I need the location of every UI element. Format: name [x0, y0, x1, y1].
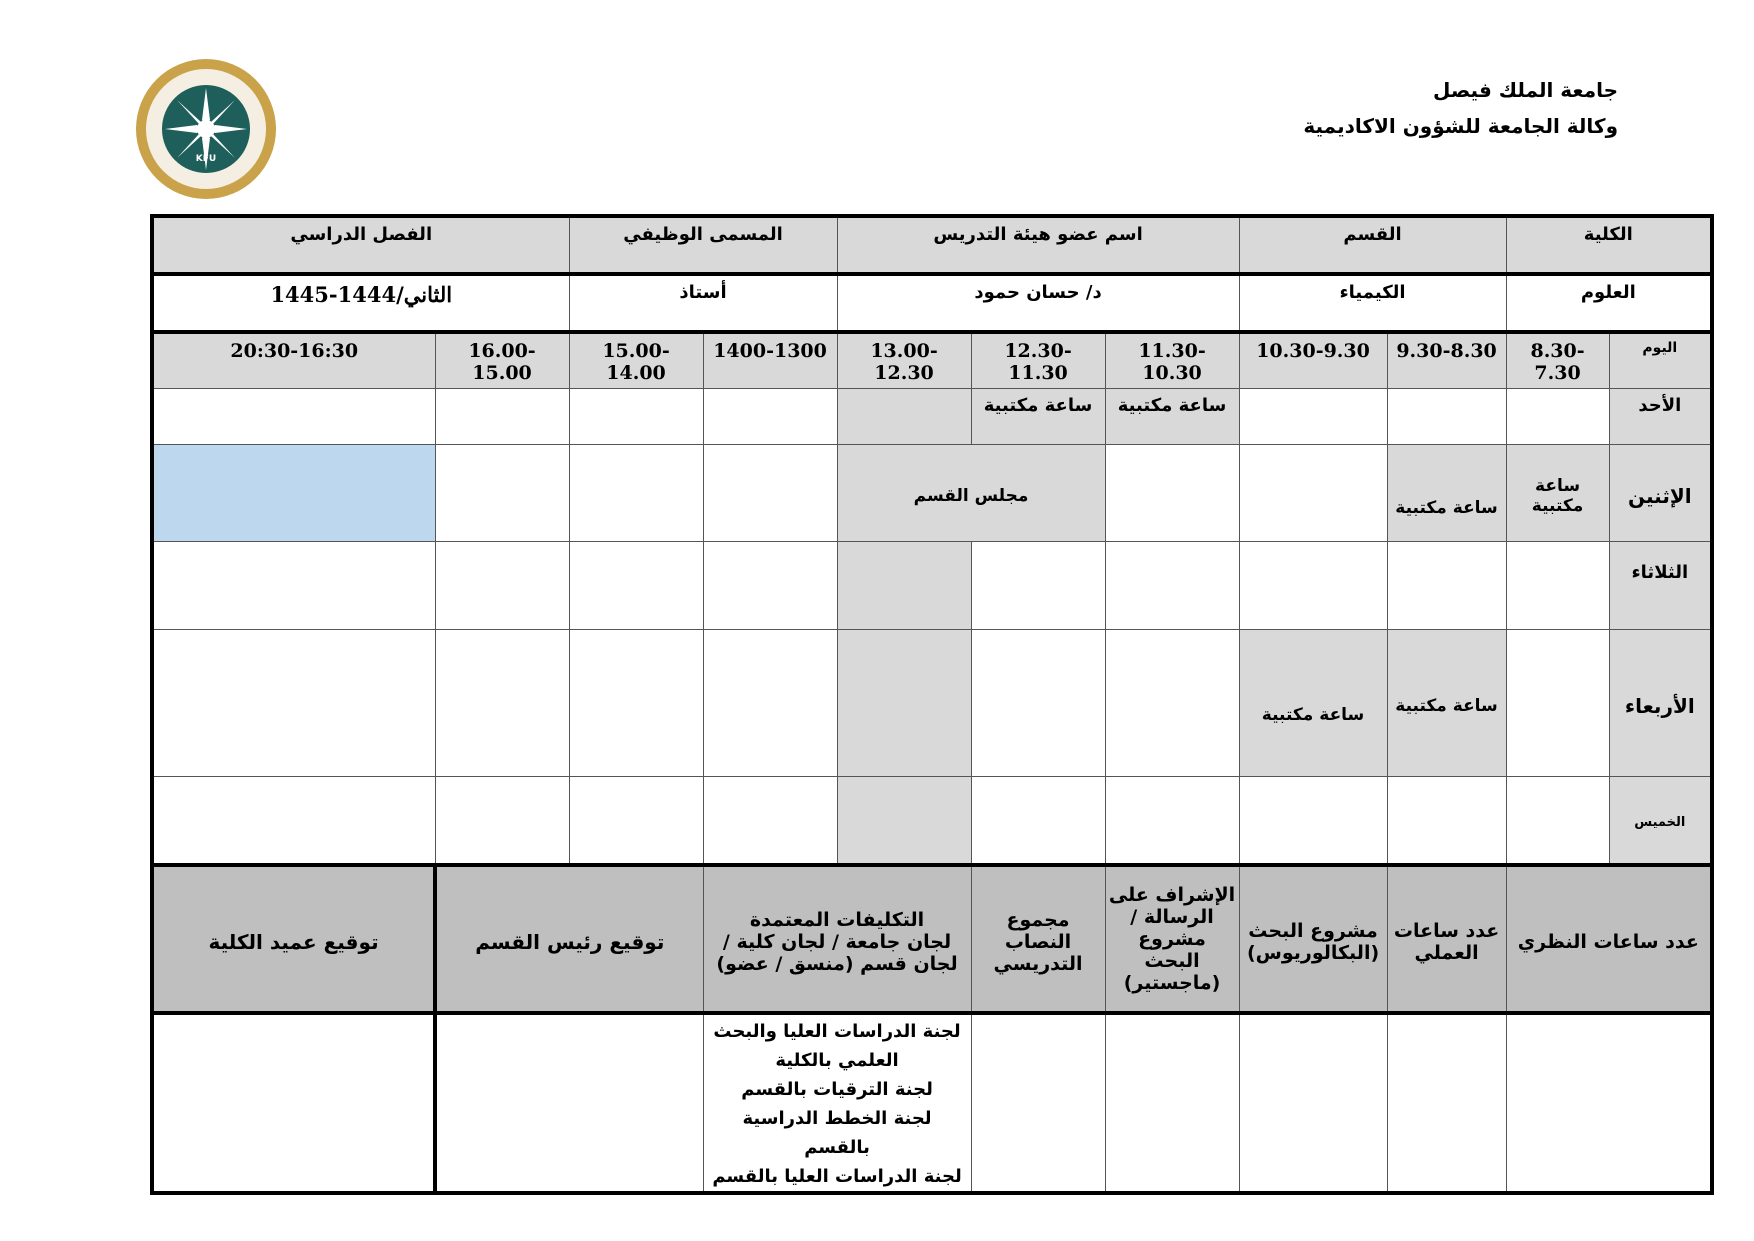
cell-empty [1506, 776, 1609, 865]
cell-empty [435, 444, 569, 541]
cell-empty [703, 776, 837, 865]
day-column-header: اليوم [1609, 332, 1712, 388]
cell-empty [1387, 541, 1506, 629]
time-slot-3: 10.30-9.30 [1239, 332, 1387, 388]
cell-empty [1239, 388, 1387, 444]
cell-break [837, 388, 971, 444]
cell-office-hour: ساعة مكتبية [971, 388, 1105, 444]
cell-highlighted [152, 444, 435, 541]
cell-empty [1387, 776, 1506, 865]
time-slot-5: 12.30-11.30 [971, 332, 1105, 388]
value-teaching-load [971, 1013, 1105, 1193]
header-department: القسم [1239, 216, 1506, 274]
cell-empty [1506, 629, 1609, 776]
cell-empty [152, 541, 435, 629]
day-wednesday: الأربعاء [1609, 629, 1712, 776]
summary-assignments: التكليفات المعتمدة لجان جامعة / لجان كلية / لجان قسم (منسق / عضو) [703, 865, 971, 1013]
summary-lab-hours: عدد ساعات العملي [1387, 865, 1506, 1013]
cell-empty [1506, 388, 1609, 444]
value-committees: لجنة الدراسات العليا والبحث العلمي بالكلية لجنة الترقيات بالقسم لجنة الخطط الدراسية بالقسم لجنة الدراسات العليا بالقسم [703, 1013, 971, 1193]
value-masters-supervision [1105, 1013, 1239, 1193]
cell-office-hour: ساعة مكتبية [1105, 388, 1239, 444]
kfu-abbr: KFU [195, 154, 217, 164]
cell-empty [703, 629, 837, 776]
day-tuesday: الثلاثاء [1609, 541, 1712, 629]
time-slot-7: 1400-1300 [703, 332, 837, 388]
time-slot-9: 16.00-15.00 [435, 332, 569, 388]
summary-masters-supervision: الإشراف على الرسالة / مشروع البحث (ماجستير) [1105, 865, 1239, 1013]
summary-bachelor-project: مشروع البحث (البكالوريوس) [1239, 865, 1387, 1013]
summary-theory-hours: عدد ساعات النظري [1506, 865, 1712, 1013]
cell-empty [569, 388, 703, 444]
cell-empty [152, 776, 435, 865]
time-slot-10: 20:30-16:30 [152, 332, 435, 388]
cell-empty [1239, 776, 1387, 865]
time-slot-4: 11.30-10.30 [1105, 332, 1239, 388]
cell-empty [435, 629, 569, 776]
kfu-logo [135, 58, 277, 200]
cell-empty [1506, 541, 1609, 629]
cell-office-hour: ساعة مكتبية [1239, 629, 1387, 776]
value-theory-hours [1506, 1013, 1712, 1193]
summary-dean-signature: توقيع عميد الكلية [152, 865, 435, 1013]
schedule-table [150, 214, 1714, 1195]
time-slot-1: 8.30-7.30 [1506, 332, 1609, 388]
time-slot-6: 13.00-12.30 [837, 332, 971, 388]
value-head-signature [435, 1013, 703, 1193]
cell-empty [703, 541, 837, 629]
cell-empty [1105, 541, 1239, 629]
cell-empty [435, 541, 569, 629]
cell-office-hour: ساعة مكتبية [1387, 444, 1506, 541]
time-slot-8: 15.00-14.00 [569, 332, 703, 388]
header-faculty-name: اسم عضو هيئة التدريس [837, 216, 1239, 274]
cell-empty [569, 629, 703, 776]
day-thursday: الخميس [1609, 776, 1712, 865]
page-header [1303, 72, 1618, 144]
cell-break [837, 776, 971, 865]
summary-teaching-load: مجموع النصاب التدريسي [971, 865, 1105, 1013]
agency-name: وكالة الجامعة للشؤون الاكاديمية [1303, 114, 1618, 138]
header-college: الكلية [1506, 216, 1712, 274]
value-dean-signature [152, 1013, 435, 1193]
cell-empty [569, 776, 703, 865]
value-bachelor-project [1239, 1013, 1387, 1193]
value-college: العلوم [1506, 274, 1712, 332]
header-job-title: المسمى الوظيفي [569, 216, 837, 274]
value-department: الكيمياء [1239, 274, 1506, 332]
cell-empty [152, 629, 435, 776]
cell-office-hour: ساعة مكتبية [1387, 629, 1506, 776]
cell-empty [152, 388, 435, 444]
day-sunday: الأحد [1609, 388, 1712, 444]
cell-empty [971, 776, 1105, 865]
cell-office-hour: ساعة مكتبية [1506, 444, 1609, 541]
time-slot-2: 9.30-8.30 [1387, 332, 1506, 388]
university-name: جامعة الملك فيصل [1432, 78, 1618, 102]
cell-empty [703, 444, 837, 541]
cell-empty [1105, 776, 1239, 865]
day-monday: الإثنين [1609, 444, 1712, 541]
cell-empty [1105, 444, 1239, 541]
value-faculty-name: د/ حسان حمود [837, 274, 1239, 332]
header-semester: الفصل الدراسي [152, 216, 569, 274]
cell-dept-council: مجلس القسم [837, 444, 1105, 541]
cell-empty [569, 444, 703, 541]
cell-empty [435, 776, 569, 865]
cell-empty [971, 541, 1105, 629]
cell-empty [569, 541, 703, 629]
cell-empty [1387, 388, 1506, 444]
value-semester: الثاني/1444-1445 [152, 274, 569, 332]
cell-empty [435, 388, 569, 444]
value-lab-hours [1387, 1013, 1506, 1193]
cell-empty [703, 388, 837, 444]
cell-empty [1105, 629, 1239, 776]
cell-break [837, 629, 971, 776]
summary-head-signature: توقيع رئيس القسم [435, 865, 703, 1013]
cell-empty [1239, 444, 1387, 541]
cell-empty [971, 629, 1105, 776]
cell-empty [1239, 541, 1387, 629]
cell-break [837, 541, 971, 629]
value-job-title: أستاذ [569, 274, 837, 332]
